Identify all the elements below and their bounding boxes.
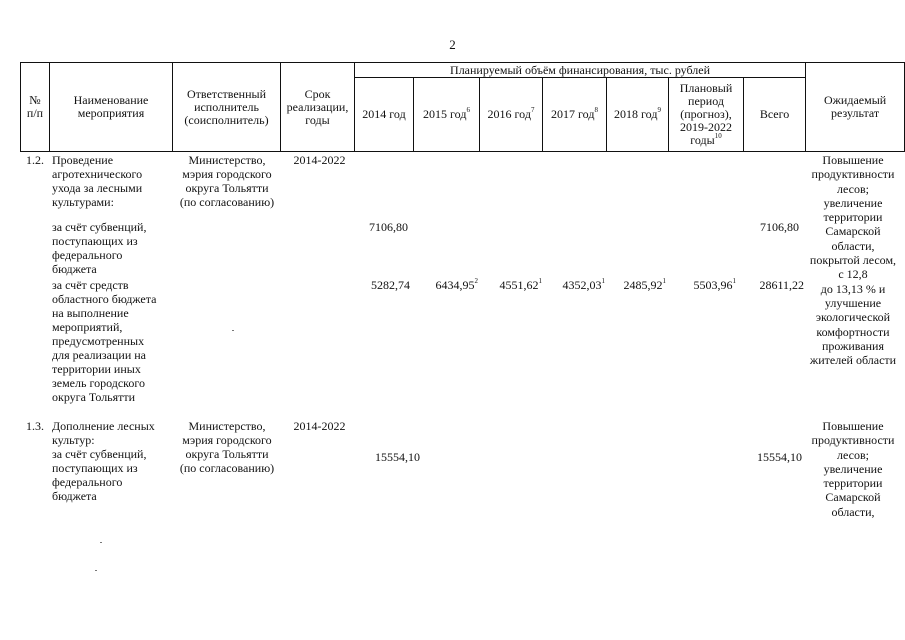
page-number: 2 — [449, 37, 456, 52]
row-1-2-term: 2014-2022 — [293, 153, 346, 167]
header-plan: Плановый период (прогноз), 2019-2022 годы$^{10}$ — [669, 78, 744, 152]
header-name: Наименование мероприятия — [50, 63, 173, 152]
header-result: Ожидаемый результат — [806, 63, 905, 152]
row-1-2-regional-name: за счёт средств областного бюджета на выполнение мероприятий, предусмотренных для реализации на территории иных земель городского округа Тольятти — [52, 278, 157, 404]
header-2018: 2018 год$^9$ — [607, 78, 669, 152]
header-2017: 2017 год$^8$ — [543, 78, 607, 152]
row-1-3-executor: Министерство, мэрия городского округа Тольятти (по согласованию) — [179, 419, 275, 475]
header-term: Срок реализации, годы — [281, 63, 355, 152]
row-1-2-regional-2017: 4352,03$^1$ — [562, 277, 605, 292]
row-1-2-regional-2014: 5282,74 — [371, 278, 410, 292]
row-1-3-num: 1.3. — [26, 419, 44, 433]
row-1-3-result: Повышение продуктивности лесов; увеличение территории Самарской области, — [811, 419, 895, 519]
header-executor: Ответственный исполнитель (соисполнитель) — [173, 63, 281, 152]
table-header — [20, 62, 905, 152]
row-1-2-name: Проведение агротехнического ухода за лесными культурами: — [52, 153, 143, 209]
row-1-2-regional-2016: 4551,62$^1$ — [499, 277, 542, 292]
header-2014: 2014 год — [355, 78, 414, 152]
header-total: Всего — [744, 78, 806, 152]
row-1-2-executor: Министерство, мэрия городского округа Тольятти (по согласованию) — [179, 153, 275, 209]
row-1-2-num: 1.2. — [26, 153, 44, 167]
scan-speck — [95, 570, 97, 571]
row-1-2-regional-plan: 5503,96$^1$ — [693, 277, 736, 292]
row-1-2-regional-2015: 6434,95$^2$ — [435, 277, 478, 292]
header-2015: 2015 год$^6$ — [414, 78, 480, 152]
row-1-3-name: Дополнение лесных культур: за счёт субвенций, поступающих из федерального бюджета — [52, 419, 155, 503]
header-num: № п/п — [21, 63, 50, 152]
header-2016: 2016 год$^7$ — [480, 78, 543, 152]
scan-speck — [100, 542, 102, 543]
row-1-2-regional-2018: 2485,92$^1$ — [623, 277, 666, 292]
row-1-2-federal-total: 7106,80 — [760, 220, 799, 234]
row-1-2-federal-2014: 7106,80 — [369, 220, 408, 234]
header-funding: Планируемый объём финансирования, тыс. рублей — [355, 63, 806, 78]
row-1-2-result: Повышение продуктивности лесов; увеличение территории Самарской области, покрытой лесом, с 12,8 до 13,13 % и улучшение экологической комфортности проживания жителей области — [809, 153, 897, 368]
row-1-2-federal-name: за счёт субвенций, поступающих из федерального бюджета — [52, 220, 147, 276]
row-1-2-regional-total: 28611,22 — [759, 278, 804, 292]
scan-speck — [232, 330, 234, 331]
row-1-3-federal-2014: 15554,10 — [375, 450, 420, 464]
row-1-3-term: 2014-2022 — [293, 419, 346, 433]
row-1-3-federal-total: 15554,10 — [757, 450, 802, 464]
